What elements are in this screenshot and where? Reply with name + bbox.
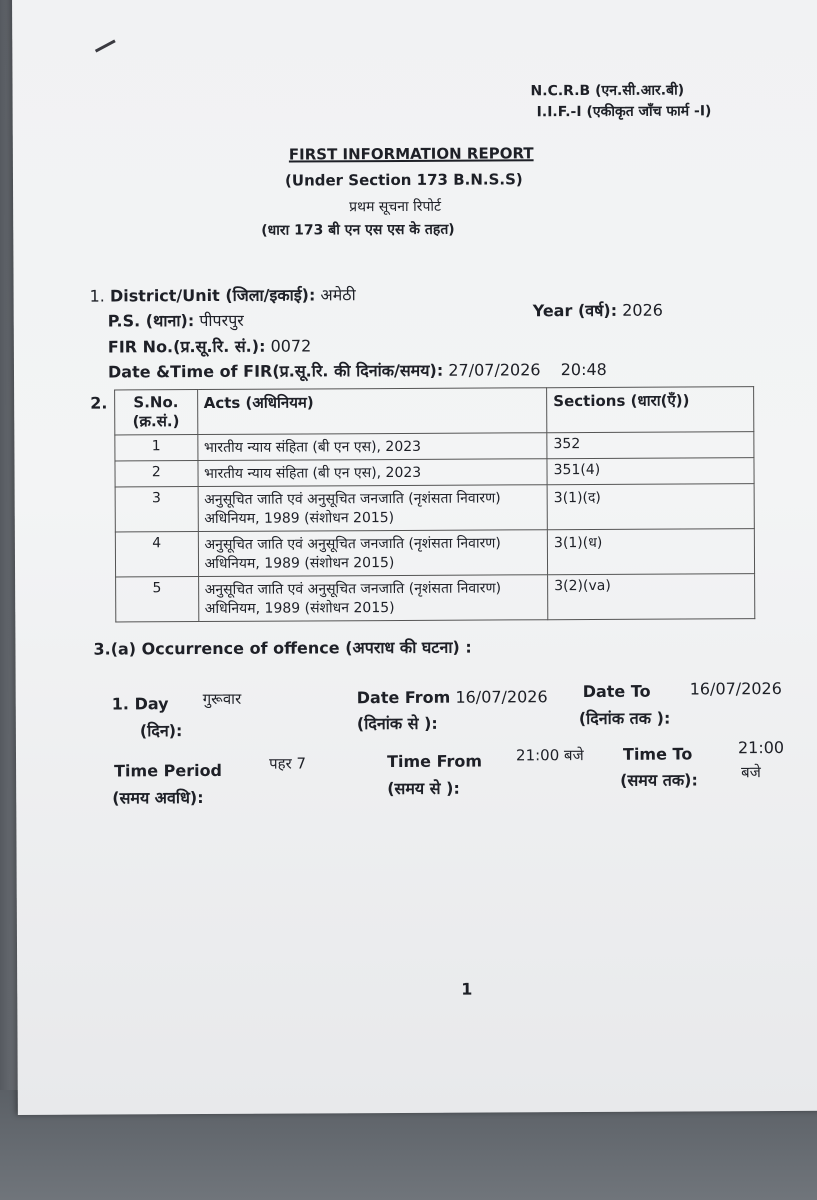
date-from-value: 16/07/2026 bbox=[455, 687, 548, 707]
row-act: भारतीय न्याय संहिता (बी एन एस), 2023 bbox=[197, 433, 547, 461]
table-row bbox=[115, 432, 754, 461]
sections-header: Sections (धारा(एँ)) bbox=[547, 387, 754, 433]
acts-table-header bbox=[115, 387, 754, 435]
row-sno: 2 bbox=[115, 461, 198, 487]
sno-header bbox=[115, 390, 198, 435]
section1-block bbox=[90, 283, 356, 306]
fir-time-value: 20:48 bbox=[560, 359, 607, 380]
date-to-label: Date To bbox=[582, 681, 651, 702]
date-from-label-hi: (दिनांक से ): bbox=[356, 713, 438, 734]
ps-value: पीपरपुर bbox=[199, 310, 244, 331]
year-row bbox=[533, 299, 663, 322]
row-sno: 4 bbox=[115, 532, 198, 577]
time-period-label-hi: (समय अवधि): bbox=[112, 788, 204, 808]
sno-header-label-hi: (क्र.सं.) bbox=[132, 412, 180, 431]
date-to-value: 16/07/2026 bbox=[689, 678, 782, 699]
section1-number: 1. bbox=[89, 286, 105, 306]
sno-header-label: S.No. bbox=[133, 393, 179, 412]
time-from-value: 21:00 बजे bbox=[515, 746, 584, 765]
day-label-row bbox=[112, 694, 169, 713]
row-section: 3(2)(va) bbox=[548, 574, 755, 620]
ps-row bbox=[108, 309, 244, 332]
page-title: FIRST INFORMATION REPORT bbox=[288, 144, 534, 164]
document-page bbox=[12, 0, 817, 1115]
day-label-hi: (दिन): bbox=[139, 721, 183, 741]
page-subtitle-hindi: (धारा 173 बी एन एस एस के तहत) bbox=[261, 221, 455, 239]
table-row bbox=[115, 529, 754, 577]
time-period-value: पहर 7 bbox=[269, 754, 307, 773]
row-section: 3(1)(द) bbox=[547, 484, 754, 530]
day-number: 1. bbox=[111, 694, 130, 714]
time-period-label: Time Period bbox=[114, 760, 223, 781]
fir-value: 0072 bbox=[270, 336, 312, 356]
day-label: Day bbox=[134, 694, 169, 714]
row-section: 3(1)(ध) bbox=[547, 529, 754, 575]
year-value: 2026 bbox=[622, 300, 663, 320]
fir-date-value: 27/07/2026 bbox=[448, 360, 541, 380]
table-row bbox=[115, 458, 754, 487]
fir-datetime-label: Date &Time of FIR(प्र.सू.रि. की दिनांक/समय): bbox=[107, 360, 444, 382]
ps-label: P.S. (थाना): bbox=[107, 311, 195, 331]
pen-stroke-mark bbox=[95, 39, 116, 52]
date-to-label-hi: (दिनांक तक ): bbox=[578, 708, 671, 729]
row-section: 352 bbox=[547, 432, 754, 459]
ncrb-label: N.C.R.B (एन.सी.आर.बी) bbox=[530, 82, 685, 100]
section3-heading: 3.(a) Occurrence of offence (अपराध की घटना) : bbox=[93, 637, 472, 659]
page-number: 1 bbox=[461, 979, 473, 999]
time-from-label-hi: (समय से ): bbox=[387, 778, 460, 799]
page-title-hindi: प्रथम सूचना रिपोर्ट bbox=[349, 198, 442, 216]
fir-datetime-row bbox=[108, 358, 607, 383]
row-act: अनुसूचित जाति एवं अनुसूचित जनजाति (नृशंसता निवारण) अधिनियम, 1989 (संशोधन 2015) bbox=[198, 530, 548, 577]
year-label: Year (वर्ष): bbox=[532, 300, 618, 321]
row-sno: 1 bbox=[115, 435, 198, 461]
date-from-label: Date From bbox=[356, 687, 451, 708]
time-to-label-hi: (समय तक): bbox=[620, 770, 698, 790]
time-to-label: Time To bbox=[622, 744, 693, 764]
district-value: अमेठी bbox=[320, 285, 356, 305]
time-to-unit: बजे bbox=[741, 763, 761, 782]
table-row bbox=[115, 484, 754, 532]
row-act: अनुसूचित जाति एवं अनुसूचित जनजाति (नृशंसता निवारण) अधिनियम, 1989 (संशोधन 2015) bbox=[198, 575, 548, 622]
date-from-row bbox=[357, 687, 548, 707]
page-subtitle: (Under Section 173 B.N.S.S) bbox=[284, 170, 523, 190]
row-sno: 5 bbox=[116, 577, 199, 622]
section2-number: 2. bbox=[90, 393, 108, 413]
acts-table bbox=[114, 386, 755, 622]
row-section: 351(4) bbox=[547, 458, 754, 485]
row-act: भारतीय न्याय संहिता (बी एन एस), 2023 bbox=[198, 459, 548, 487]
time-from-label: Time From bbox=[386, 751, 483, 772]
day-value: गुरूवार bbox=[202, 689, 242, 709]
row-sno: 3 bbox=[115, 487, 198, 532]
fir-label: FIR No.(प्र.सू.रि. सं.): bbox=[107, 336, 266, 357]
table-row bbox=[116, 574, 755, 622]
acts-header: Acts (अधिनियम) bbox=[197, 388, 547, 435]
row-act: अनुसूचित जाति एवं अनुसूचित जनजाति (नृशंसता निवारण) अधिनियम, 1989 (संशोधन 2015) bbox=[198, 485, 548, 532]
district-label: District/Unit (जिला/इकाई): bbox=[109, 285, 316, 306]
iif-label: I.I.F.-I (एकीकृत जाँच फार्म -I) bbox=[536, 103, 712, 121]
fir-row bbox=[108, 334, 312, 357]
time-to-value: 21:00 bbox=[737, 737, 785, 758]
